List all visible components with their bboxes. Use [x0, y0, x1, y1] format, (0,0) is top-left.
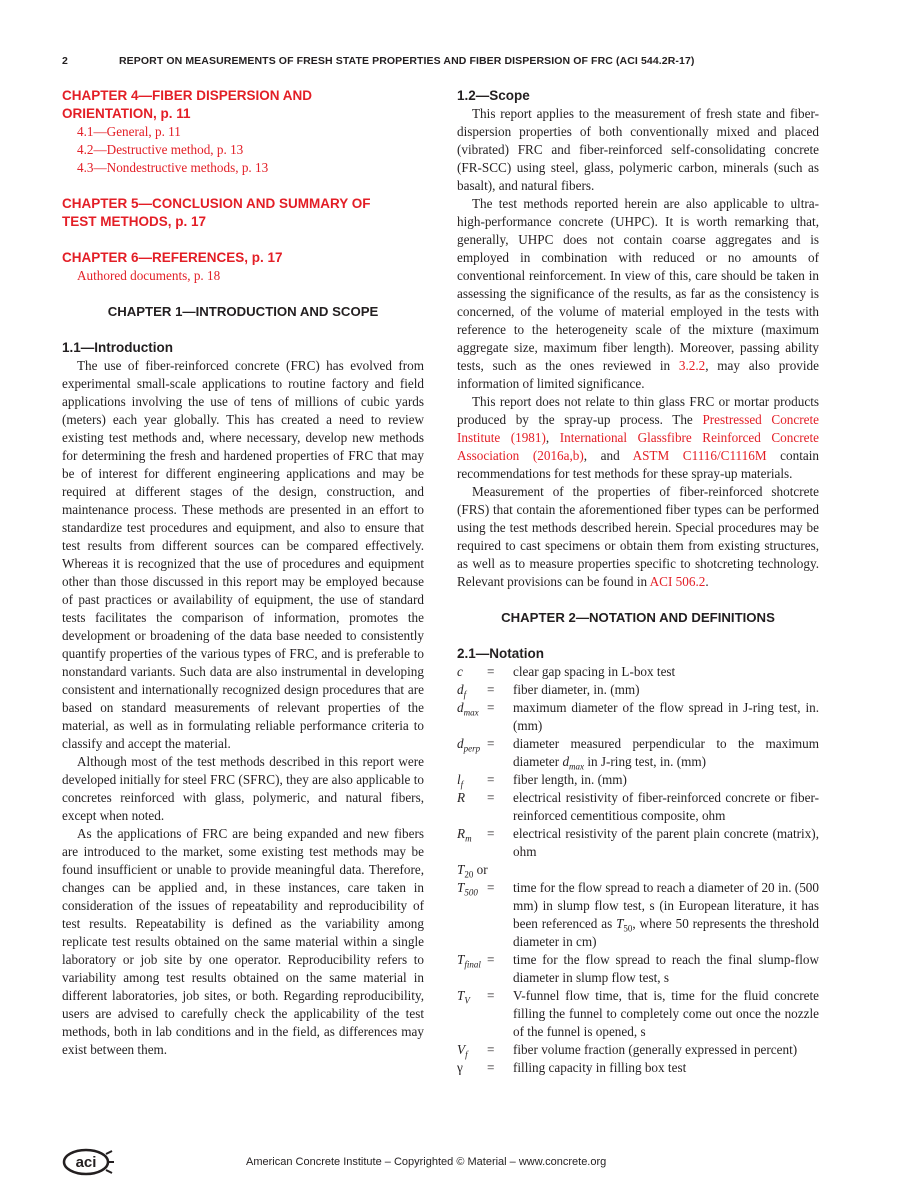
section-1-2-title: 1.2—Scope: [457, 88, 530, 103]
paragraph: The test methods reported herein are also applicable to ultra-high-performance concrete (UHPC). It is worth remarking that, generally, UHPC does not contain coarse aggregates and is employed in combination with reduced or no amounts of conventional reinforcement. In view of this, care should be taken in assessing the significance of the results, as far as the consistency is concerned, of the volume of material employed in the tests with reference to the heterogeneity scale of the mixture (maximum aggregate size, maximum fiber length). Moreover, passing ability tests, such as the ones reviewed in 3.2.2, may also provide information of limited significance.: [457, 196, 819, 391]
paragraph: As the applications of FRC are being expanded and new fibers are introduced to the market, some existing test methods may be found insufficient or unable to provide meaningful data. Therefore, changes can be applied and, in these instances, care taken in consideration of the issues of repeatability and reproducibility of test results. Repeatability is defined as the variability among replicate test results obtained on the same material within a single laboratory or job site by one operator. Reproducibility refers to variability among test results obtained on the same material in different laboratories, job sites, or both. Regarding reproducibility, users are advised to carefully check the applicability of the test methods, both in lab conditions and in the field, as differences may exist between them.: [62, 826, 424, 1057]
footer-copyright: American Concrete Institute – Copyrighted © Material – www.concrete.org: [246, 1156, 607, 1168]
section-2-1-title: 2.1—Notation: [457, 646, 545, 661]
notation-row: $d_f$ = fiber diameter, in. (mm): [457, 682, 640, 700]
notation-row: c = clear gap spacing in L-box test: [457, 664, 676, 679]
paragraph: This report applies to the measurement of fresh state and fiber-dispersion properties of both conventionally mixed and placed (vibrated) FRC and fiber-reinforced self-consolidating concrete (FR-SCC) using steel, glass, polymeric carbon, minerals (such as basalt), and natural fibers.: [457, 106, 819, 193]
notation-row: R = electrical resistivity of fiber-reinforced concrete or fiber-reinforced cementitious composite, ohm: [457, 790, 819, 823]
notation-row: $T_{500}$ = time for the flow spread to reach a diameter of 20 in. (500 mm) in slump flow test, s (in European literature, it has been referenced as $T_{50}$, where 50 represents the threshold diameter in cm): [457, 880, 819, 949]
right-column: [457, 87, 819, 1077]
running-title: REPORT ON MEASUREMENTS OF FRESH STATE PROPERTIES AND FIBER DISPERSION OF FRC (ACI 544.2R-17): [119, 55, 695, 67]
chapter-2-title: CHAPTER 2—NOTATION AND DEFINITIONS: [501, 610, 775, 625]
link-astm-c1116[interactable]: ASTM C1116/C1116M: [632, 448, 767, 463]
link-aci-506-2[interactable]: ACI 506.2: [649, 574, 706, 589]
toc-chapter-5[interactable]: CHAPTER 5—CONCLUSION AND SUMMARY OF TEST METHODS, p. 17: [62, 196, 371, 229]
toc-item-4-1[interactable]: 4.1—General, p. 11: [77, 124, 181, 139]
notation-row: $d_{max}$ = maximum diameter of the flow spread in J-ring test, in. (mm): [457, 700, 819, 733]
running-header: [62, 55, 862, 71]
link-section-3-2-2[interactable]: 3.2.2: [678, 358, 706, 373]
toc-chapter-4[interactable]: CHAPTER 4—FIBER DISPERSION AND ORIENTATION, p. 11: [62, 88, 313, 121]
left-column: [62, 87, 424, 1059]
toc-item-authored-documents[interactable]: Authored documents, p. 18: [77, 268, 221, 283]
chapter-1-title: CHAPTER 1—INTRODUCTION AND SCOPE: [107, 304, 379, 319]
notation-row: $V_f$ = fiber volume fraction (generally expressed in percent): [457, 1042, 798, 1060]
notation-row: $T_{final}$ = time for the flow spread to reach the final slump-flow diameter in slump flow test, s: [457, 952, 819, 985]
link-pci-1981[interactable]: Prestressed Concrete Institute (1981): [457, 412, 820, 445]
page-number: 2: [62, 55, 68, 67]
toc-item-4-2[interactable]: 4.2—Destructive method, p. 13: [77, 142, 244, 157]
toc-item-4-3[interactable]: 4.3—Nondestructive methods, p. 13: [77, 160, 269, 175]
notation-row: $T_{20}$ or: [457, 862, 488, 880]
svg-text:aci: aci: [75, 1154, 97, 1171]
notation-row: $T_V$ = V-funnel flow time, that is, time for the fluid concrete filling the funnel to completely come out once the nozzle of the funnel is opened, s: [457, 988, 819, 1039]
paragraph: This report does not relate to thin glass FRC or mortar products produced by the spray-up process. The Prestressed Concrete Institute (1981), International Glassfibre Reinforced Concrete Association (2016a,b), and ASTM C1116/C1116M contain recommendations for test methods for these spray-up materials.: [457, 394, 820, 481]
paragraph: Although most of the test methods described in this report were developed initially for steel FRC (SFRC), they are also applicable to concretes reinforced with glass, polymeric, and natural fibers, except when noted.: [62, 754, 424, 823]
aci-logo-icon: [62, 1148, 114, 1176]
section-1-1-title: 1.1—Introduction: [62, 340, 173, 355]
toc-chapter-6[interactable]: CHAPTER 6—REFERENCES, p. 17: [62, 250, 283, 265]
page-footer: [0, 1148, 918, 1178]
notation-row: $d_{perp}$ = diameter measured perpendicular to the maximum diameter $d_{max}$ in J-ring test, in. (mm): [457, 736, 819, 772]
paragraph: Measurement of the properties of fiber-reinforced shotcrete (FRS) that contain the aforementioned fiber types can be performed using the test methods described herein. Special procedures may be required to cast specimens or obtain them from existing structures, as well as to measure properties specific to shotcreting technology. Relevant provisions can be found in ACI 506.2.: [457, 484, 819, 589]
link-grca-2016[interactable]: International Glassfibre Reinforced Concrete Association (2016a,b): [457, 430, 819, 463]
notation-row: $R_m$ = electrical resistivity of the parent plain concrete (matrix), ohm: [457, 826, 819, 859]
notation-row: $l_f$ = fiber length, in. (mm): [457, 772, 627, 790]
notation-row: γ = filling capacity in filling box test: [457, 1060, 687, 1075]
paragraph: The use of fiber-reinforced concrete (FRC) has evolved from experimental small-scale applications to routine factory and field applications involving the use of tens of millions of cubic yards (meters) each year globally. This has created a need to review existing test methods and, where necessary, develop new methods for determining the fresh and hardened properties of FRC that may be of interest for different engineering applications and may be required at different stages of the design, construction, and maintenance process. These methods are presented in an effort to standardize test procedures and equipment, and also to ensure that test results from different sources can be compared effectively. Whereas it is recognized that the use of procedures and equipment other than those discussed in this report may be employed because of past practices or availability of equipment, the use of standard tests facilitates the comparison of information, promotes the development or broadening of the data base needed to consistently quantify properties of the various types of FRC, and is preferable to nonstandard variants. Such data are also instrumental in developing consistent and internationally recognized design procedures that are based on standard measurements of relevant properties of the material, as well as in formulating reliable performance criteria to classify and accept the material.: [62, 358, 424, 751]
